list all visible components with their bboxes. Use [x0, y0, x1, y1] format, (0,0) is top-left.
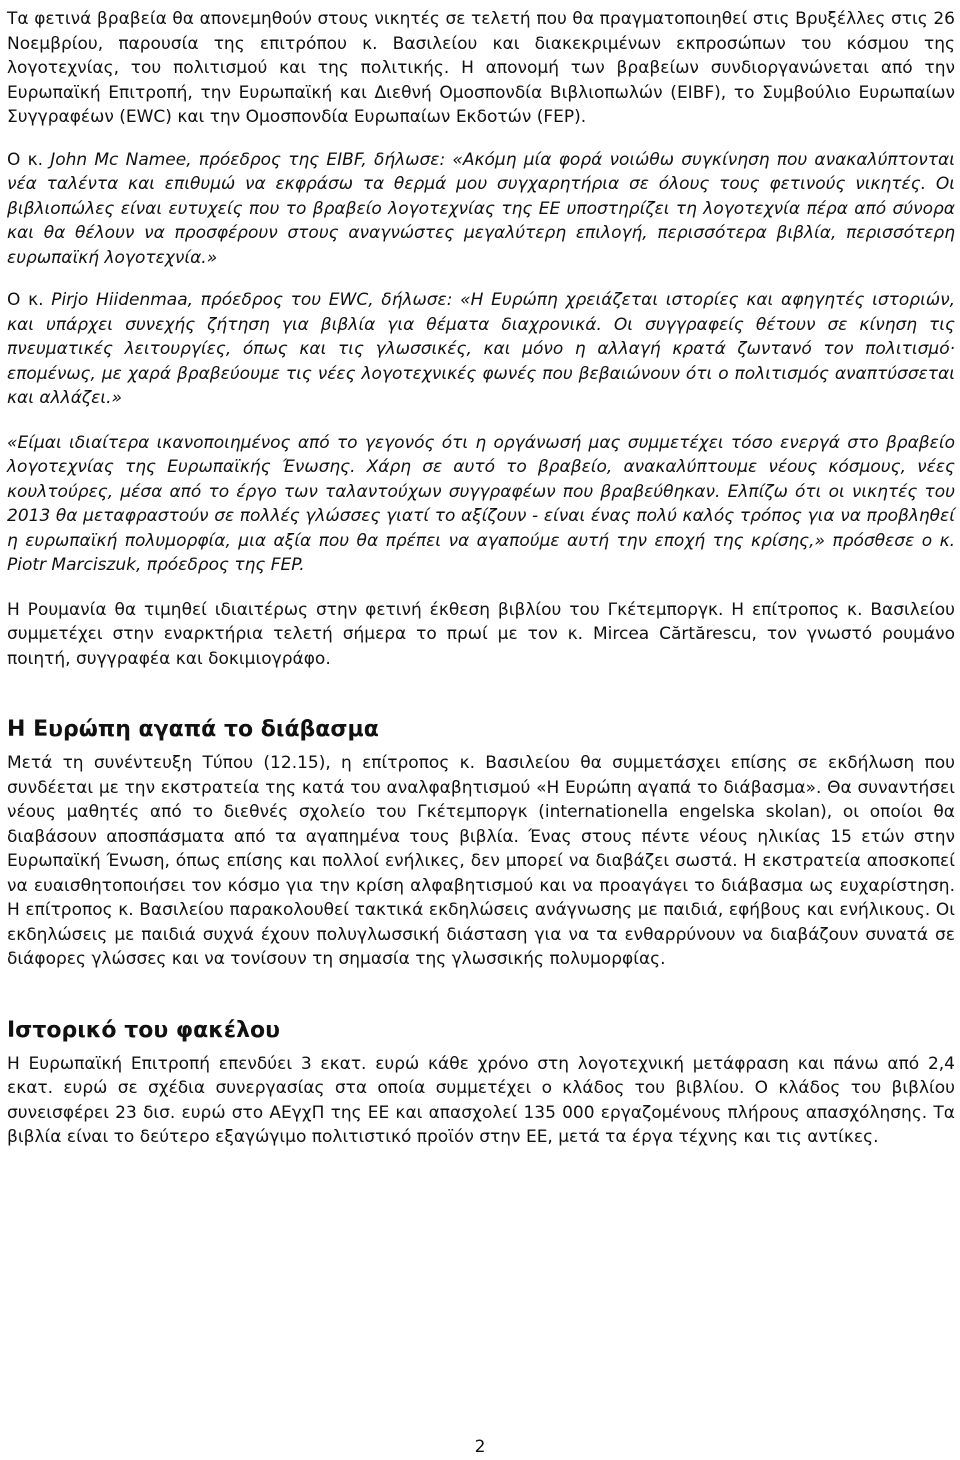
- paragraph-quote-fep: «Είμαι ιδιαίτερα ικανοποιημένος από το γεγονός ότι η οργάνωσή μας συμμετέχει τόσο ενεργά στο βραβείο λογοτεχνίας της Ευρωπαϊκής Ένωσης. Χάρη σε αυτό το βραβείο, ανακαλύπτουμε νέους κόσμους, νέες κουλτούρες, μέσα από το έργο των ταλαντούχων συγγραφέων που βραβεύθηκαν. Ελπίζω ότι οι νικητές του 2013 θα μεταφραστούν σε πολλές γλώσσες γιατί το αξίζουν - είναι ένας πολύ καλός τρόπος για να προβληθεί η ευρωπαϊκή πολυμορφία, μια αξία που θα πρέπει να αγαπούμε αυτή την εποχή της κρίσης,» πρόσθεσε ο κ. Piotr Marciszuk, πρόεδρος της FEP.: [7, 432, 955, 575]
- paragraph-lead: Ο κ.: [7, 149, 44, 170]
- paragraph-lead: Ο κ.: [7, 290, 44, 310]
- paragraph-quote-eibf: [7, 148, 955, 271]
- paragraph-quote-text: John Mc Namee, πρόεδρος της EIBF, δήλωσε: «Ακόμη μία φορά νοιώθω συγκίνηση που ανακαλύπτονται νέα ταλέντα και επιθυμώ να εκφράσω τα θερμά μου συγχαρητήρια σε όλους τους φετινούς νικητές. Οι βιβλιοπώλες είναι ευτυχείς που το βραβείο λογοτεχνίας της ΕΕ υποστηρίζει τη λογοτεχνία πέρα από σύνορα και θα θέλουν να προσφέρουν στους αναγνώστες μεγαλύτερη επιλογή, περισσότερα βιβλία, περισσότερη ευρωπαϊκή λογοτεχνία.»: [7, 149, 955, 268]
- section-body-background: Η Ευρωπαϊκή Επιτροπή επενδύει 3 εκατ. ευρώ κάθε χρόνο στη λογοτεχνική μετάφραση και πάνω από 2,4 εκατ. ευρώ σε σχέδια συνεργασίας στα οποία συμμετέχει ο κλάδος του βιβλίου. Ο κλάδος του βιβλίου συνεισφέρει 23 δισ. ευρώ στο ΑΕγχΠ της ΕΕ και απασχολεί 135 000 εργαζομένους πλήρους απασχόλησης. Τα βιβλία είναι το δεύτερο εξαγώγιμο πολιτιστικό προϊόν στην ΕΕ, μετά τα έργα τέχνης και τις αντίκες.: [7, 1053, 955, 1147]
- paragraph-quote-ewc: [7, 288, 955, 411]
- section-body-europe-loves-reading: Μετά τη συνέντευξη Τύπου (12.15), η επίτροπος κ. Βασιλείου θα συμμετάσχει επίσης σε εκδήλωση που συνδέεται με την εκστρατεία της κατά του αναλφαβητισμού «Η Ευρώπη αγαπά το διάβασμα». Θα συναντήσει νέους μαθητές από το διεθνές σχολείο του Γκέτεμποργκ (internationella engelska skolan), οι οποίοι θα διαβάσουν αποσπάσματα από τα αγαπημένα τους βιβλία. Ένας στους πέντε νέους ηλικίας 15 ετών στην Ευρωπαϊκή Ένωση, όπως επίσης και πολλοί ενήλικες, δεν μπορεί να διαβάζει σωστά. Η εκστρατεία αποσκοπεί να ευαισθητοποιήσει τον κόσμο για την κρίση αλφαβητισμού και να προαγάγει το διάβασμα ως ευχαρίστηση. Η επίτροπος κ. Βασιλείου παρακολουθεί τακτικά εκδηλώσεις ανάγνωσης με παιδιά, εφήβους και ενήλικους. Οι εκδηλώσεις με παιδιά συχνά έχουν πολυγλωσσική διάσταση για να τα ενθαρρύνουν να διαβάζουν συνατά σε διάφορες γλώσσες και να τονίσουν τη σημασία της γλωσσικής πολυμορφίας.: [7, 753, 955, 969]
- paragraph-romania-guest: Η Ρουμανία θα τιμηθεί ιδιαιτέρως στην φετινή έκθεση βιβλίου του Γκέτεμποργκ. Η επίτροπος κ. Βασιλείου συμμετέχει στην εναρκτήρια τελετή σήμερα το πρωί με τον κ. Mircea Cărtărescu, τον γνωστό ρουμάνο ποιητή, συγγραφέα και δοκιμιογράφο.: [7, 599, 955, 669]
- page-number: 2: [474, 1437, 486, 1457]
- document-page: [7, 0, 955, 1150]
- paragraph-award-ceremony: Τα φετινά βραβεία θα απονεμηθούν στους νικητές σε τελετή που θα πραγματοποιηθεί στις Βρυξέλλες στις 26 Νοεμβρίου, παρουσία της επιτρόπου κ. Βασιλείου και διακεκριμένων εκπροσώπων του κόσμου της λογοτεχνίας, του πολιτισμού και της πολιτικής. Η απονομή των βραβείων συνδιοργανώνεται από την Ευρωπαϊκή Επιτροπή, την Ευρωπαϊκή και Διεθνή Ομοσπονδία Βιβλιοπωλών (EIBF), το Συμβούλιο Ευρωπαίων Συγγραφέων (EWC) και την Ομοσπονδία Ευρωπαίων Εκδοτών (FEP).: [7, 9, 955, 127]
- section-heading-background: Ιστορικό του φακέλου: [7, 1017, 280, 1043]
- paragraph-quote-text: Pirjo Hiidenmaa, πρόεδρος του EWC, δήλωσε: «Η Ευρώπη χρειάζεται ιστορίες και αφηγητές ιστοριών, και υπάρχει συνεχής ζήτηση για βιβλία για θέματα διαχρονικά. Οι συγγραφείς θέτουν σε κίνηση τις πνευματικές λειτουργίες, όπως και τις γλωσσικές, και μόνο η αλλαγή κρατά ζωντανό τον πολιτισμό· επομένως, με χαρά βραβεύουμε τις νέες λογοτεχνικές φωνές που βεβαιώνουν ότι ο πολιτισμός αναπτύσσεται και αλλάζει.»: [7, 290, 955, 408]
- section-heading-europe-loves-reading: Η Ευρώπη αγαπά το διάβασμα: [7, 717, 379, 742]
